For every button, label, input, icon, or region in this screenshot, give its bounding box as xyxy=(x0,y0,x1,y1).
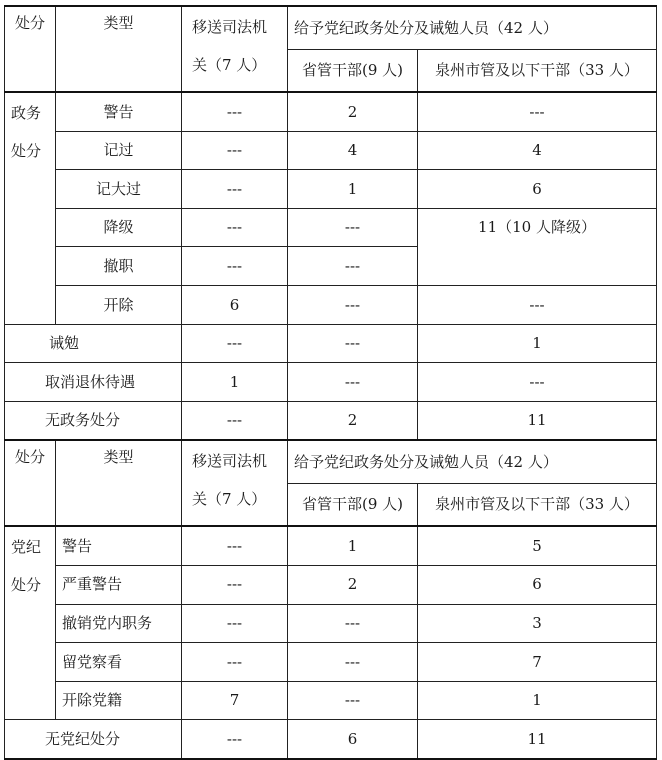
row-transfer: --- xyxy=(182,170,288,209)
header-given: 给予党纪政务处分及诫勉人员（42 人） xyxy=(288,6,657,49)
row-city: --- xyxy=(418,363,657,402)
row-provincial: --- xyxy=(288,643,418,682)
row-provincial: 2 xyxy=(288,565,418,604)
row-provincial: --- xyxy=(288,324,418,363)
row-provincial: --- xyxy=(288,363,418,402)
group-label-government xyxy=(5,92,56,324)
row-provincial: 1 xyxy=(288,170,418,209)
header-transfer-line1: 移送司法机 xyxy=(192,452,268,471)
row-type: 撤职 xyxy=(56,247,182,286)
row-transfer: --- xyxy=(182,92,288,131)
row-type: 记大过 xyxy=(56,170,182,209)
header-provincial: 省管干部(9 人) xyxy=(288,483,418,526)
row-provincial: 4 xyxy=(288,131,418,170)
header-penalty: 处分 xyxy=(5,6,56,92)
group-label-line1: 党纪 xyxy=(11,538,42,557)
header-transfer-line1: 移送司法机 xyxy=(192,18,268,36)
header-transfer xyxy=(182,6,288,92)
row-city: --- xyxy=(418,285,657,324)
row-city: --- xyxy=(418,92,657,131)
row-type: 警告 xyxy=(56,92,182,131)
row-type: 开除党籍 xyxy=(56,681,182,720)
table-row xyxy=(5,526,657,565)
table-row xyxy=(5,401,657,440)
row-label: 取消退休待遇 xyxy=(5,363,182,402)
row-provincial: 2 xyxy=(288,92,418,131)
row-city: 7 xyxy=(418,643,657,682)
row-provincial: --- xyxy=(288,208,418,247)
table-row xyxy=(5,131,657,170)
table-row xyxy=(5,92,657,131)
row-provincial: --- xyxy=(288,604,418,643)
row-transfer: --- xyxy=(182,526,288,565)
row-transfer: --- xyxy=(182,604,288,643)
row-type: 撤销党内职务 xyxy=(56,604,182,643)
penalty-statistics-table xyxy=(4,5,657,760)
table-row xyxy=(5,208,657,247)
row-type: 留党察看 xyxy=(56,643,182,682)
group-label-line2: 处分 xyxy=(11,576,42,595)
row-transfer: --- xyxy=(182,324,288,363)
row-transfer: --- xyxy=(182,720,288,759)
row-type: 记过 xyxy=(56,131,182,170)
group-label-party xyxy=(5,526,56,719)
header-provincial: 省管干部(9 人) xyxy=(288,49,418,92)
header-row xyxy=(5,6,657,49)
group-label-line1: 政务 xyxy=(11,104,42,122)
header-city: 泉州市管及以下干部（33 人） xyxy=(418,49,657,92)
table-row xyxy=(5,363,657,402)
header-type: 类型 xyxy=(56,440,182,526)
row-transfer: --- xyxy=(182,565,288,604)
row-provincial: 2 xyxy=(288,401,418,440)
row-type: 警告 xyxy=(56,526,182,565)
row-provincial: --- xyxy=(288,681,418,720)
row-transfer: 6 xyxy=(182,285,288,324)
row-transfer: --- xyxy=(182,401,288,440)
table-row xyxy=(5,604,657,643)
row-city: 5 xyxy=(418,526,657,565)
row-provincial: 6 xyxy=(288,720,418,759)
table-row xyxy=(5,565,657,604)
row-city: 1 xyxy=(418,681,657,720)
header-row xyxy=(5,440,657,483)
row-city: 6 xyxy=(418,565,657,604)
row-city-merged: 11（10 人降级） xyxy=(418,208,657,285)
row-transfer: 1 xyxy=(182,363,288,402)
row-transfer: 7 xyxy=(182,681,288,720)
table-row xyxy=(5,720,657,759)
row-transfer: --- xyxy=(182,131,288,170)
row-label: 无政务处分 xyxy=(5,401,182,440)
row-type: 严重警告 xyxy=(56,565,182,604)
row-city: 6 xyxy=(418,170,657,209)
header-penalty: 处分 xyxy=(5,440,56,526)
row-label: 诫勉 xyxy=(5,324,182,363)
header-transfer-line2: 关（7 人） xyxy=(192,490,267,509)
row-transfer: --- xyxy=(182,643,288,682)
row-city: 4 xyxy=(418,131,657,170)
row-city: 3 xyxy=(418,604,657,643)
row-type: 开除 xyxy=(56,285,182,324)
header-transfer-line2: 关（7 人） xyxy=(192,56,267,74)
row-city: 11 xyxy=(418,401,657,440)
table-row xyxy=(5,285,657,324)
row-city: 11 xyxy=(418,720,657,759)
header-type: 类型 xyxy=(56,6,182,92)
row-transfer: --- xyxy=(182,208,288,247)
header-transfer xyxy=(182,440,288,526)
table-row xyxy=(5,681,657,720)
row-label: 无党纪处分 xyxy=(5,720,182,759)
group-label-line2: 处分 xyxy=(11,142,42,160)
row-provincial: 1 xyxy=(288,526,418,565)
row-city: 1 xyxy=(418,324,657,363)
table-row xyxy=(5,170,657,209)
row-provincial: --- xyxy=(288,285,418,324)
header-given: 给予党纪政务处分及诫勉人员（42 人） xyxy=(288,440,657,483)
row-provincial: --- xyxy=(288,247,418,286)
table-row xyxy=(5,643,657,682)
header-city: 泉州市管及以下干部（33 人） xyxy=(418,483,657,526)
table-row xyxy=(5,324,657,363)
row-type: 降级 xyxy=(56,208,182,247)
row-transfer: --- xyxy=(182,247,288,286)
